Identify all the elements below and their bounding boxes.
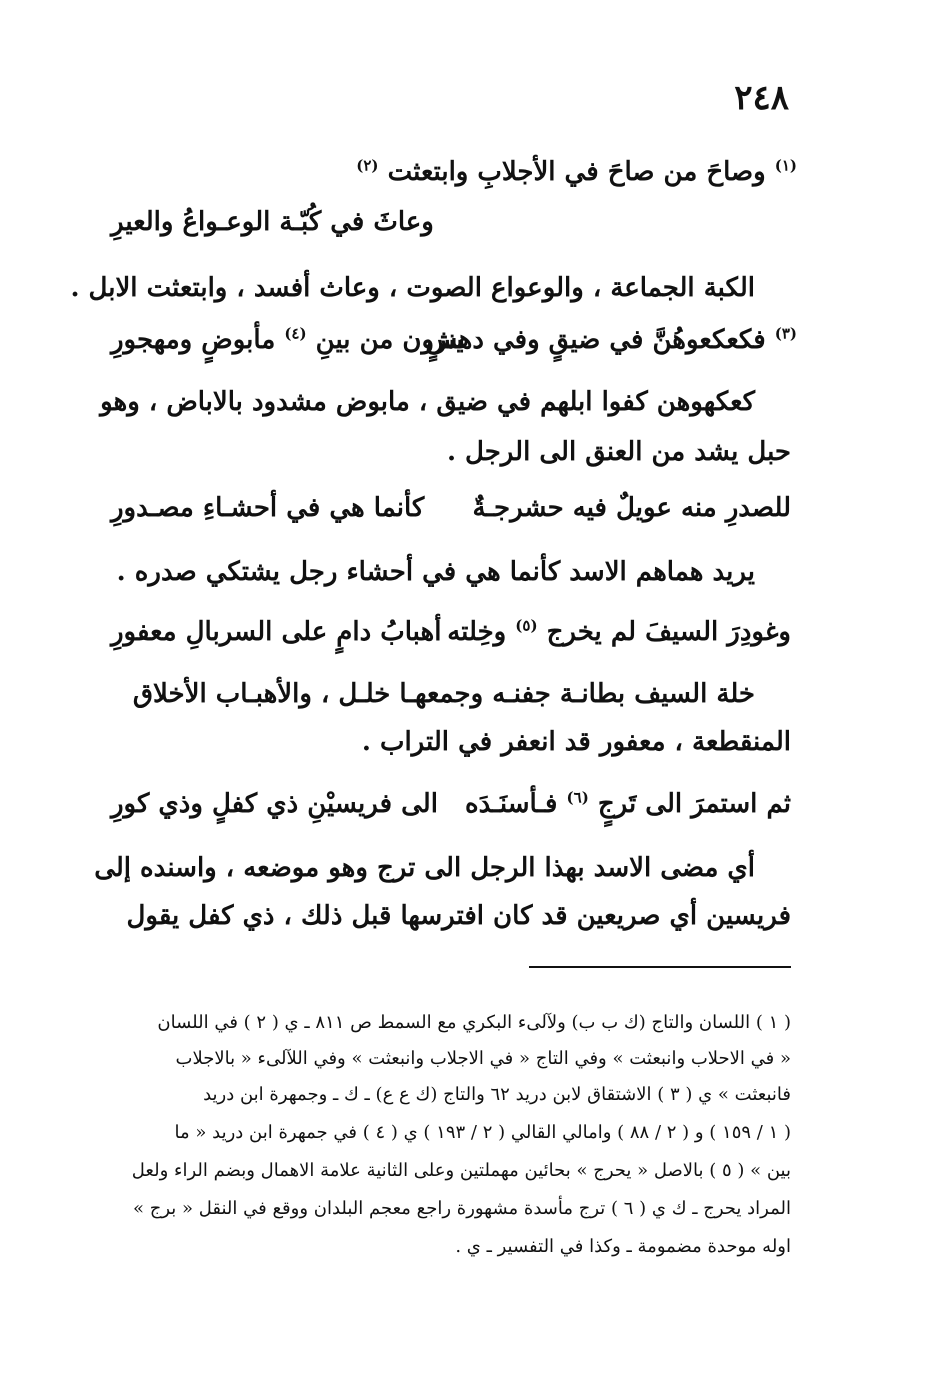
footnote-line-6: المراد يحرج ـ ك ي ( ٦ ) ترج مأسدة مشهورة راجع معجم البلدان ووقع في النقل « برج »	[132, 1198, 791, 1219]
verse-4-hemistich-2: كأنما هي في أحشـاءِ مصـدورِ	[111, 493, 425, 523]
footnote-line-2: « في الاحلاب وانبعثت » وفي التاج « في الاجلاب وانبعثت » وفي اللآلىء « بالاجلاب	[175, 1048, 791, 1069]
verse-2	[111, 200, 791, 244]
verse-1	[111, 150, 797, 194]
verse-5-hemistich-2: أهبابُ دامٍ على السربالِ معفورِ	[111, 617, 442, 647]
footnote-ref-4: (٤)	[284, 324, 307, 343]
gloss-5-line-1: أي مضى الاسد بهذا الرجل الى ترج وهو موضعه ، واسنده إلى	[94, 853, 755, 883]
footnote-ref-6: (٦)	[566, 788, 589, 807]
gloss-3-line-1: يريد هماهم الاسد كأنما هي في أحشاء رجل يشتكي صدره .	[116, 557, 755, 587]
verse-5-text-1a: وغودِرَ السيفَ لم يخرج	[546, 617, 791, 647]
footnote-line-4: ( ١ / ١٥٩ ) و ( ٢ / ٨٨ ) وامالي القالي ( ٢ / ١٩٣ ) ي ( ٤ ) في جمهرة ابن دريد « ما	[174, 1122, 791, 1143]
verse-3-text-2b: مأبوضٍ ومهجورِ	[111, 325, 276, 355]
verse-4	[111, 486, 791, 530]
gloss-2-line-1: كعكهوهن كفوا ابلهم في ضيق ، مابوض مشدود بالاباض ، وهو	[100, 387, 755, 417]
gloss-4-line-2: المنقطعة ، معفور قد انعفر في التراب .	[361, 727, 791, 757]
footnote-line-7: اوله موحدة مضمومة ـ وكذا في التفسير ـ ي .	[455, 1236, 791, 1257]
verse-1-hemistich-1	[356, 150, 797, 194]
footnote-line-3: فانبعثت » ي ( ٣ ) الاشتقاق لابن دريد ٦٢ والتاج (ك ع ع) ـ ك ـ وجمهرة ابن دريد	[203, 1084, 791, 1105]
verse-6-hemistich-1	[465, 782, 791, 826]
verse-3-hemistich-2	[111, 318, 463, 362]
verse-3-text-1: فكعكعوهُنَّ في ضيقٍ وفي دهشٍ	[425, 325, 766, 355]
verse-3	[111, 318, 797, 362]
verse-3-hemistich-1	[425, 318, 797, 362]
gloss-4-line-1: خلة السيف بطانـة جفنـه وجمعهـا خلـل ، والأهبـاب الأخلاق	[132, 679, 755, 709]
gloss-1-line-1: الكبة الجماعة ، والوعواع الصوت ، وعاث أفسد ، وابتعثت الابل .	[70, 273, 755, 303]
verse-4-hemistich-1: للصدرِ منه عويلٌ فيه حشرجـةٌ	[472, 493, 791, 523]
gloss-5-line-2: فريسين أي صريعين قد كان افترسها قبل ذلك ، ذي كفل يقول	[126, 901, 791, 931]
footnote-ref-3: (٣)	[774, 324, 797, 343]
gloss-2-line-2: حبل يشد من العنق الى الرجل .	[446, 437, 791, 467]
footnote-ref-5: (٥)	[515, 616, 538, 635]
verse-1-text: وصاحَ من صاحَ في الأجلابِ وابتعثت	[387, 157, 766, 187]
page-number: ٢٤٨	[734, 78, 789, 118]
footnote-line-5: بين » ( ٥ ) بالاصل « يحرج » بحائين مهملتين وعلى الثانية علامة الاهمال وبضم الراء ولعل	[131, 1160, 791, 1181]
verse-6	[111, 782, 791, 826]
footnote-separator	[529, 966, 791, 968]
footnote-line-1: ( ١ ) اللسان والتاج (ك ب ب) ولآلىء البكري مع السمط ص ٨١١ ـ ي ( ٢ ) في اللسان	[157, 1012, 791, 1033]
verse-6-text-1a: ثم استمرَ الى تَرجٍ	[597, 789, 791, 819]
verse-6-text-1b: فـأسنَـدَه	[464, 789, 558, 819]
footnote-ref-1: (١)	[774, 156, 797, 175]
verse-2-hemistich-2: وعاثَ في كُبّـة الوعـواعُ والعيرِ	[111, 207, 434, 237]
footnote-ref-2: (٢)	[356, 156, 379, 175]
verse-5	[111, 610, 791, 654]
verse-5-text-1b: وخِلته	[447, 617, 507, 647]
verse-6-hemistich-2: الى فريسيْنِ ذي كفلٍ وذي كورِ	[111, 789, 438, 819]
verse-3-text-2a: ينزون من بينِ	[315, 325, 464, 355]
verse-5-hemistich-1	[447, 610, 791, 654]
